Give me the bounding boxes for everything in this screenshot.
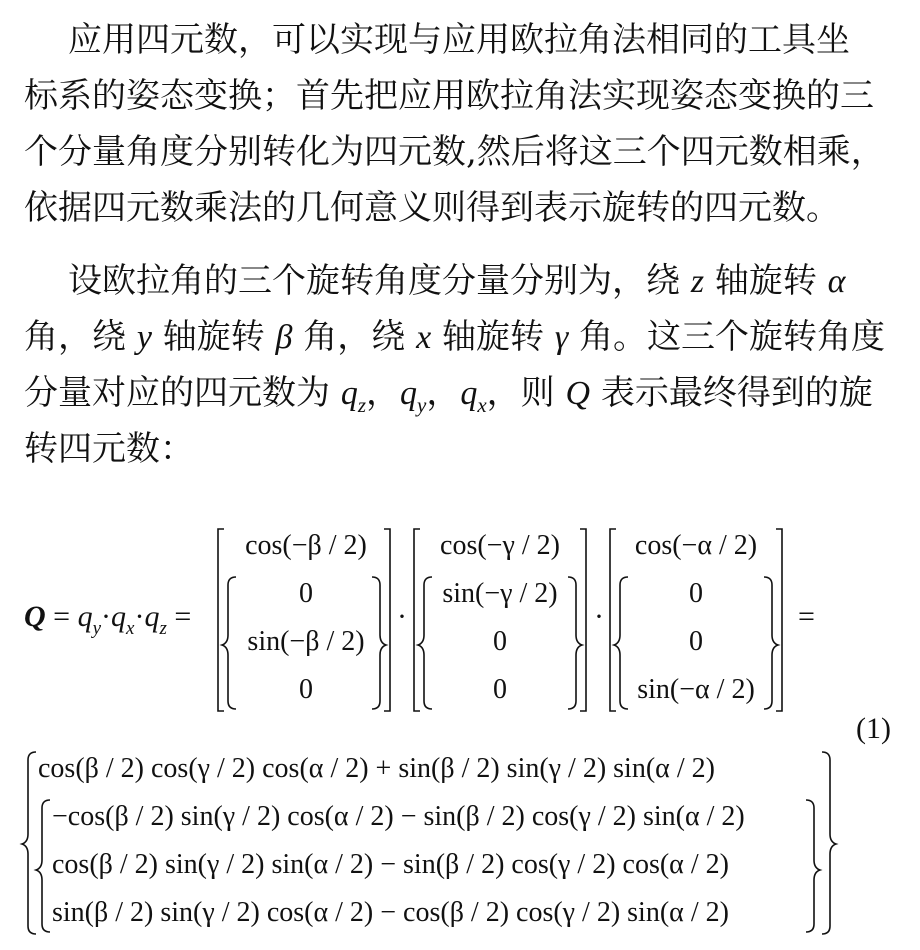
equation-number: (1) [856,712,891,745]
qx-v2: 0 [493,626,507,657]
qy-v2: sin(−β / 2) [247,626,365,657]
text-line: 个分量角度分别转化为四元数,然后将这三个四元数相乘， [24,132,885,172]
text-line: 分量对应的四元数为 $q_z$，$q_y$，$q_x$，则 Q 表示最终得到的旋 [24,373,873,417]
quaternion-qx [410,525,590,715]
equals-sign: = [798,600,815,633]
qz-v1: 0 [689,578,703,609]
text-line: 设欧拉角的三个旋转角度分量分别为，绕 z 轴旋转 α [68,261,846,301]
text-line: 标系的姿态变换；首先把应用欧拉角法实现姿态变换的三 [24,76,874,116]
paragraph-1 [0,12,920,236]
text-line: 角，绕 y 轴旋转 β 角，绕 x 轴旋转 γ 角。这三个旋转角度 [24,317,886,357]
result-scalar: cos(β / 2) cos(γ / 2) cos(α / 2) + sin(β / 2) sin(γ / 2) sin(α / 2) [38,753,715,784]
qx-scalar: cos(−γ / 2) [440,530,560,561]
qx-v1: sin(−γ / 2) [442,578,558,609]
qy-v3: 0 [299,674,313,705]
qz-scalar: cos(−α / 2) [634,530,758,561]
dot-operator: · [594,600,604,633]
qx-v3: 0 [493,674,507,705]
text-line: 依据四元数乘法的几何意义则得到表示旋转的四元数。 [24,188,840,228]
paragraph-2 [0,253,920,477]
quaternion-qy [214,525,394,715]
result-quaternion [22,748,837,938]
result-v3: sin(β / 2) sin(γ / 2) cos(α / 2) − cos(β / 2) cos(γ / 2) sin(α / 2) [52,897,729,928]
dot-operator: · [397,600,407,633]
text-line: 转四元数： [24,429,194,469]
text-line: 应用四元数，可以实现与应用欧拉角法相同的工具坐 [68,20,850,60]
result-v2: cos(β / 2) sin(γ / 2) sin(α / 2) − sin(β / 2) cos(γ / 2) cos(α / 2) [52,849,729,880]
qz-v3: sin(−α / 2) [637,674,755,705]
qz-v2: 0 [689,626,703,657]
qy-v1: 0 [299,578,313,609]
qy-scalar: cos(−β / 2) [245,530,367,561]
quaternion-qz [606,525,786,715]
result-v1: −cos(β / 2) sin(γ / 2) cos(α / 2) − sin(β / 2) cos(γ / 2) sin(α / 2) [52,801,745,832]
equation-lhs: $Q = q_y\cdot q_x\cdot q_z$ = [24,600,192,639]
